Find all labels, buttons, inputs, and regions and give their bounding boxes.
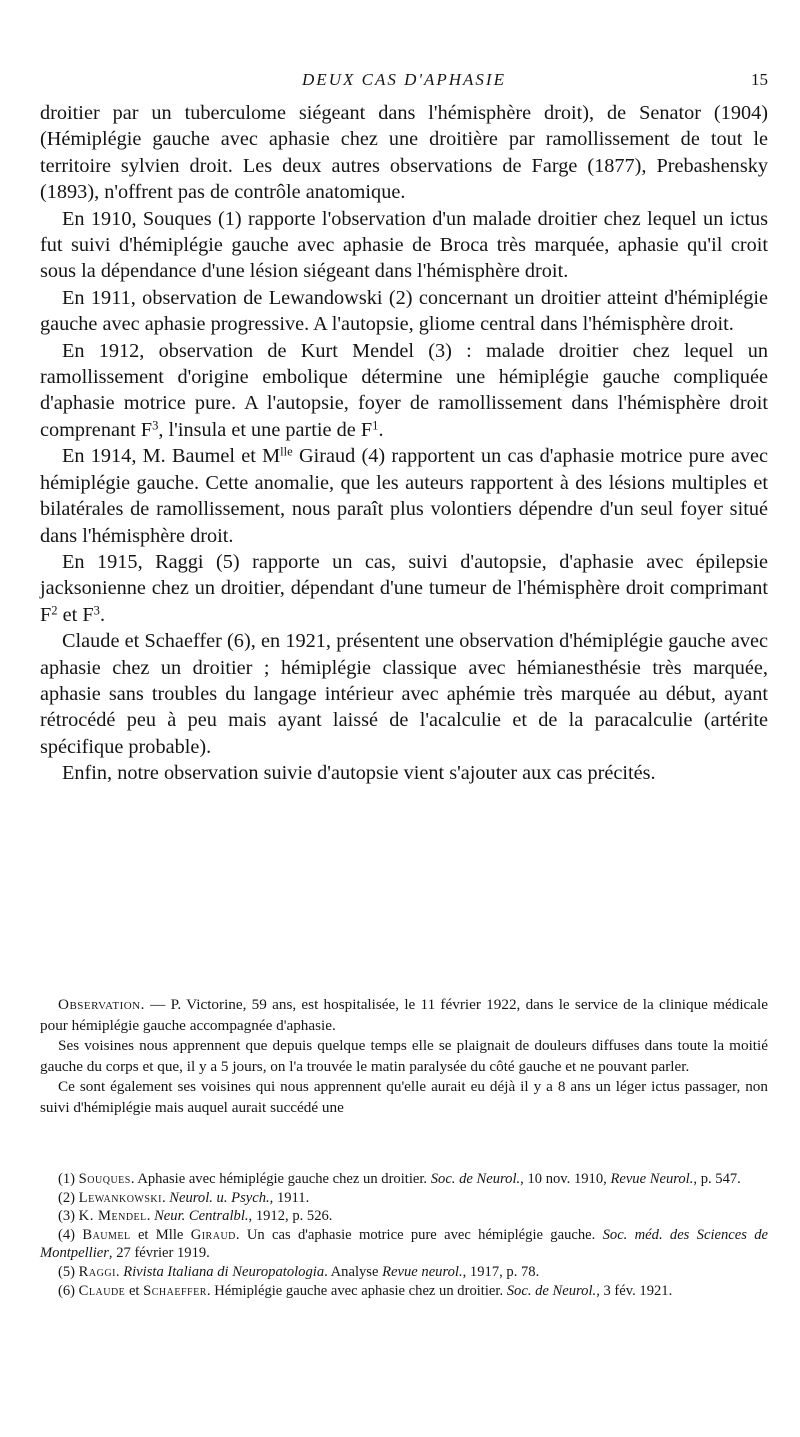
footnotes bbox=[40, 1170, 768, 1300]
paragraph-raggi: En 1915, Raggi (5) rapporte un cas, suivi d'autopsie, d'aphasie avec épilepsie jacksonienne chez un droitier, dépendant d'une tumeur de l'hémisphère droit comprimant $F^2$ et $F^3$. bbox=[40, 550, 768, 626]
page-number: 15 bbox=[751, 70, 768, 89]
footnote-3: (3) K. Mendel. Neur. Centralbl., 1912, p. 526. bbox=[58, 1208, 333, 1225]
main-text bbox=[40, 100, 768, 787]
paragraph-souques: En 1910, Souques (1) rapporte l'observation d'un malade droitier chez lequel un ictus fut suivi d'hémiplégie gauche avec aphasie de Broca très marquée, aphasie qu'il croit sous la dépendance d'une lésion siégeant dans l'hémisphère droit. bbox=[40, 207, 768, 283]
paragraph-conclusion: Enfin, notre observation suivie d'autopsie vient s'ajouter aux cas précités. bbox=[62, 762, 656, 785]
footnote-2: (2) Lewankowski. Neurol. u. Psych., 1911. bbox=[58, 1189, 310, 1206]
observation-history: Ce sont également ses voisines qui nous apprennent qu'elle aurait eu déjà il y a 8 ans un léger ictus passager, non suivi d'hémiplégie mais auquel aurait succédé une bbox=[40, 1078, 768, 1116]
footnote-6: (6) Claude et Schaeffer. Hémiplégie gauche avec aphasie chez un droitier. Soc. de Neurol., 3 fév. 1921. bbox=[58, 1282, 673, 1299]
paragraph-continuation: droitier par un tuberculome siégeant dans l'hémisphère droit), de Senator (1904) (Hémiplégie gauche avec aphasie chez une droitière par ramollissement de tout le territoire sylvien droit. Les deux autres observations de Farge (1877), Prebashensky (1893), n'offrent pas de contrôle anatomique. bbox=[40, 102, 768, 204]
footnote-4: (4) Baumel et Mlle Giraud. Un cas d'aphasie motrice pure avec hémiplégie gauche. Soc. méd. des Sciences de Montpellier, 27 février 1919. bbox=[40, 1226, 768, 1262]
observation-intro: Observation. — P. Victorine, 59 ans, est hospitalisée, le 11 février 1922, dans le service de la clinique médicale pour hémiplégie gauche accompagnée d'aphasie. bbox=[40, 996, 768, 1034]
observation-section bbox=[40, 995, 768, 1118]
paragraph-baumel: En 1914, M. Baumel et $M^{lle}$ Giraud (4) rapportent un cas d'aphasie motrice pure avec hémiplégie gauche. Cette anomalie, que les auteurs rapportent à des lésions multiples et bilatérales de ramollissement, nous paraît plus volontiers dépendre d'un seul foyer situé dans l'hémisphère droit. bbox=[40, 445, 768, 547]
observation-neighbours: Ses voisines nous apprennent que depuis quelque temps elle se plaignait de douleurs diffuses dans toute la moitié gauche du corps et que, il y a 5 jours, on l'a trouvée le matin paralysée du côté gauche et ne pouvant parler. bbox=[40, 1037, 768, 1075]
paragraph-claude: Claude et Schaeffer (6), en 1921, présentent une observation d'hémiplégie gauche avec aphasie chez un droitier ; hémiplégie classique avec hémianesthésie très marquée, aphasie sans troubles du langage intérieur avec aphémie très marquée au début, ayant rétrocédé peu à peu mais ayant laissé de l'acalculie et de la paracalculie (artérite spécifique probable). bbox=[40, 630, 768, 758]
paragraph-mendel: En 1912, observation de Kurt Mendel (3) : malade droitier chez lequel un ramollissement d'origine embolique détermine une hémiplégie gauche compliquée d'aphasie motrice pure. A l'autopsie, foyer de ramollissement dans l'hémisphère droit comprenant $F^3$, l'insula et une partie de $F^1$. bbox=[40, 339, 768, 441]
running-head bbox=[40, 70, 768, 100]
running-title: DEUX CAS D'APHASIE bbox=[302, 70, 506, 89]
paragraph-lewandowski: En 1911, observation de Lewandowski (2) concernant un droitier atteint d'hémiplégie gauche avec aphasie progressive. A l'autopsie, gliome central dans l'hémisphère droit. bbox=[40, 286, 768, 336]
footnote-1: (1) Souques. Aphasie avec hémiplégie gauche chez un droitier. Soc. de Neurol., 10 nov. 1910, Revue Neurol., p. 547. bbox=[58, 1171, 741, 1187]
footnote-5: (5) Raggi. Rivista Italiana di Neuropatologia. Analyse Revue neurol., 1917, p. 78. bbox=[58, 1263, 540, 1280]
observation-label: Observation. bbox=[58, 996, 145, 1013]
